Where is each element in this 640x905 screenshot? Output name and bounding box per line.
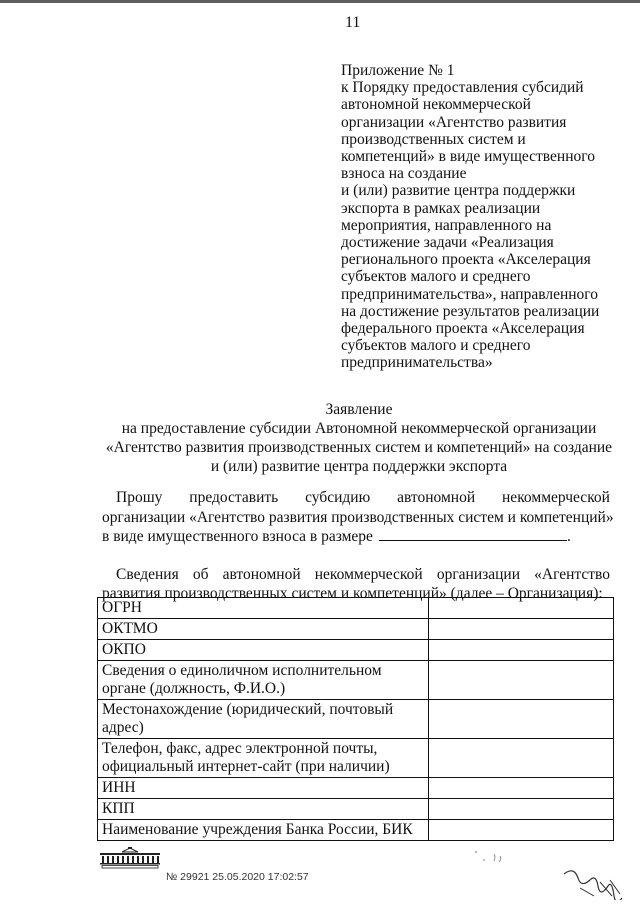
info-word: «Агентство bbox=[534, 566, 610, 583]
heading-line: и (или) развитие центра поддержки экспорта bbox=[210, 458, 508, 475]
request-period: . bbox=[566, 528, 571, 545]
info-word: организации bbox=[436, 566, 521, 583]
heading-line: «Агентство развития производственных систем и компетенций» на создание bbox=[105, 439, 613, 456]
request-line-1 bbox=[102, 488, 610, 508]
row-label-okpo: ОКПО bbox=[98, 640, 429, 661]
annex-line: компетенций» в виде имущественного bbox=[341, 148, 595, 166]
row-value-contacts[interactable] bbox=[429, 739, 614, 778]
request-word: некоммерческой bbox=[502, 489, 610, 506]
table-row bbox=[98, 700, 614, 739]
annex-block bbox=[341, 62, 631, 372]
page-number: 11 bbox=[345, 14, 361, 31]
info-word: Сведения bbox=[116, 566, 179, 583]
annex-line: автономной некоммерческой bbox=[341, 96, 531, 114]
info-line-1 bbox=[102, 565, 610, 584]
request-word: Прошу bbox=[116, 489, 163, 506]
annex-line: взноса на создание bbox=[341, 165, 467, 183]
request-amount-label: в виде имущественного взноса в размере bbox=[102, 528, 373, 545]
table-row bbox=[98, 619, 614, 640]
request-paragraph bbox=[102, 488, 614, 547]
org-details-table bbox=[97, 597, 614, 841]
annex-line: экспорта в рамках реализации bbox=[341, 199, 541, 217]
annex-line: субъектов малого и среднего bbox=[341, 268, 531, 286]
table-row bbox=[98, 820, 614, 841]
table-row bbox=[98, 661, 614, 700]
table-row bbox=[98, 778, 614, 799]
annex-line: и (или) развитие центра поддержки bbox=[341, 182, 576, 200]
row-value-location[interactable] bbox=[429, 700, 614, 739]
annex-line: к Порядку предоставления субсидий bbox=[341, 79, 584, 97]
table-row bbox=[98, 739, 614, 778]
request-word: автономной bbox=[397, 489, 476, 506]
handwritten-signature-mark bbox=[560, 860, 630, 900]
info-word: некоммерческой bbox=[314, 566, 423, 583]
row-label-executive: Сведения о единоличном исполнительном органе (должность, Ф.И.О.) bbox=[98, 661, 429, 700]
request-line-2: организации «Агентство развития производственных систем и компетенций» bbox=[102, 508, 614, 526]
request-word: предоставить bbox=[189, 489, 279, 506]
annex-line: на достижение результатов реализации bbox=[341, 302, 600, 320]
row-label-oktmo: ОКТМО bbox=[98, 619, 429, 640]
row-label-ogrn: ОГРН bbox=[98, 598, 429, 619]
info-word: об bbox=[192, 566, 209, 583]
annex-line: субъектов малого и среднего bbox=[341, 337, 531, 355]
info-line-2: развития производственных систем и компетенций» (далее – Организация): bbox=[102, 585, 603, 602]
application-heading bbox=[100, 400, 618, 476]
row-value-inn[interactable] bbox=[429, 778, 614, 799]
government-building-stamp-icon bbox=[98, 845, 162, 869]
row-value-oktmo[interactable] bbox=[429, 619, 614, 640]
amount-blank-field[interactable] bbox=[379, 528, 567, 541]
annex-line: предпринимательства» bbox=[341, 354, 493, 372]
request-line-3 bbox=[102, 527, 610, 547]
annex-line: организации «Агентство развития bbox=[341, 113, 567, 131]
row-value-bank[interactable] bbox=[429, 820, 614, 841]
row-label-kpp: КПП bbox=[98, 799, 429, 820]
annex-line: федерального проекта «Акселерация bbox=[341, 320, 585, 338]
table-row bbox=[98, 598, 614, 619]
table-row bbox=[98, 799, 614, 820]
row-label-inn: ИНН bbox=[98, 778, 429, 799]
scan-speck-marks bbox=[470, 848, 510, 868]
table-row bbox=[98, 640, 614, 661]
annex-line: Приложение № 1 bbox=[341, 62, 455, 79]
annex-line: производственных систем и bbox=[341, 130, 526, 148]
row-value-ogrn[interactable] bbox=[429, 598, 614, 619]
annex-line: регионального проекта «Акселерация bbox=[341, 251, 591, 269]
annex-line: предпринимательства», направленного bbox=[341, 285, 599, 303]
request-word: субсидию bbox=[305, 489, 371, 506]
application-title: Заявление bbox=[325, 401, 393, 418]
heading-line: на предоставление субсидии Автономной некоммерческой организации bbox=[121, 420, 597, 437]
document-registration-stamp: № 29921 25.05.2020 17:02:57 bbox=[166, 871, 309, 883]
scan-edge-line bbox=[0, 0, 640, 3]
row-label-bank: Наименование учреждения Банка России, БИК bbox=[98, 820, 429, 841]
row-value-okpo[interactable] bbox=[429, 640, 614, 661]
row-value-kpp[interactable] bbox=[429, 799, 614, 820]
row-label-location: Местонахождение (юридический, почтовый адрес) bbox=[98, 700, 429, 739]
annex-line: достижение задачи «Реализация bbox=[341, 234, 554, 252]
row-label-contacts: Телефон, факс, адрес электронной почты, официальный интернет-сайт (при наличии) bbox=[98, 739, 429, 778]
info-word: автономной bbox=[222, 566, 301, 583]
annex-line: мероприятия, направленного на bbox=[341, 216, 552, 234]
row-value-executive[interactable] bbox=[429, 661, 614, 700]
